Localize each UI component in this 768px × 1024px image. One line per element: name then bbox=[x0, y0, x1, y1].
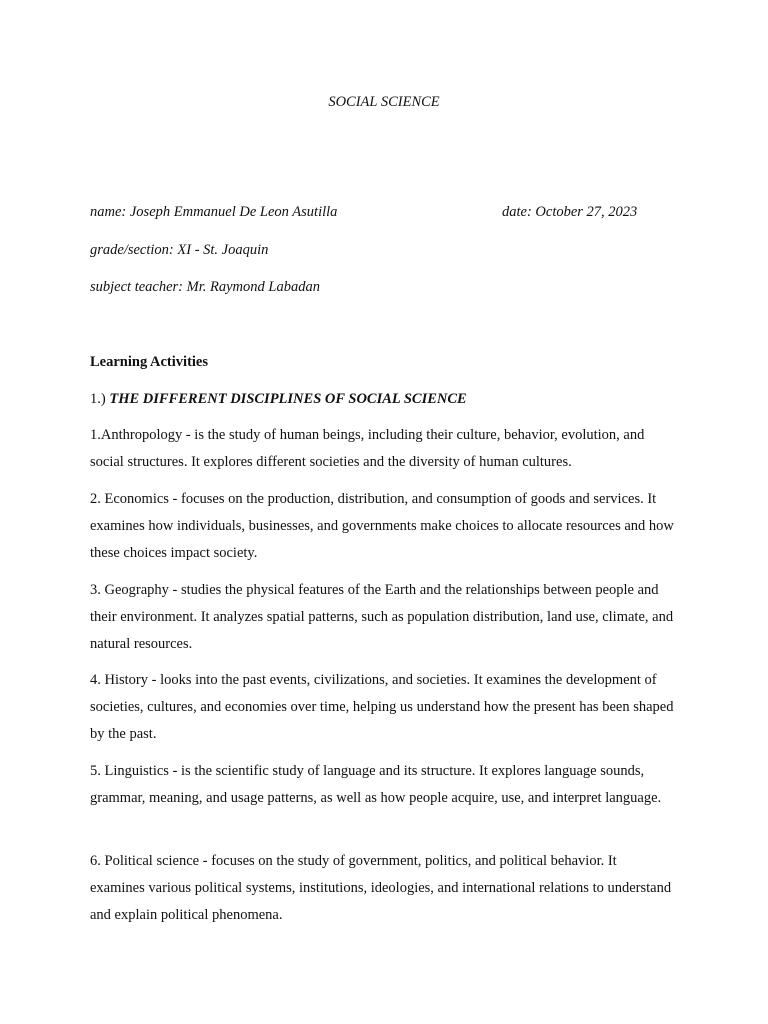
page-title: SOCIAL SCIENCE bbox=[328, 94, 440, 110]
subject-teacher: subject teacher: Mr. Raymond Labadan bbox=[90, 279, 320, 295]
paragraph-anthropology: 1.Anthropology - is the study of human beings, including their culture, behavior, evolution, and social structures. It explores different societies and the diversity of human cultures. bbox=[90, 427, 645, 470]
section-title bbox=[90, 391, 467, 408]
grade-section: grade/section: XI - St. Joaquin bbox=[90, 242, 269, 258]
paragraph-history: 4. History - looks into the past events, civilizations, and societies. It examines the development of societies, cultures, and economies over time, helping us understand how the present has been shaped by the past. bbox=[90, 672, 674, 742]
student-name: name: Joseph Emmanuel De Leon Asutilla bbox=[90, 204, 338, 220]
submission-date: date: October 27, 2023 bbox=[502, 204, 638, 220]
paragraph-political-science: 6. Political science - focuses on the study of government, politics, and political behavior. It examines various political systems, institutions, ideologies, and international relations to understand and explain political phenomena. bbox=[90, 853, 672, 923]
learning-activities-heading: Learning Activities bbox=[90, 354, 209, 370]
paragraph-linguistics: 5. Linguistics - is the scientific study of language and its structure. It explores language sounds, grammar, meaning, and usage patterns, as well as how people acquire, use, and interpret language. bbox=[90, 763, 662, 806]
paragraph-economics: 2. Economics - focuses on the production, distribution, and consumption of goods and services. It examines how individuals, businesses, and governments make choices to allocate resources and how these choices impact society. bbox=[90, 491, 674, 561]
section-title-text: THE DIFFERENT DISCIPLINES OF SOCIAL SCIENCE bbox=[109, 391, 467, 407]
section-number: 1.) bbox=[90, 391, 106, 407]
paragraph-geography: 3. Geography - studies the physical features of the Earth and the relationships between people and their environment. It analyzes spatial patterns, such as population distribution, land use, climate, and natural resources. bbox=[90, 582, 674, 652]
